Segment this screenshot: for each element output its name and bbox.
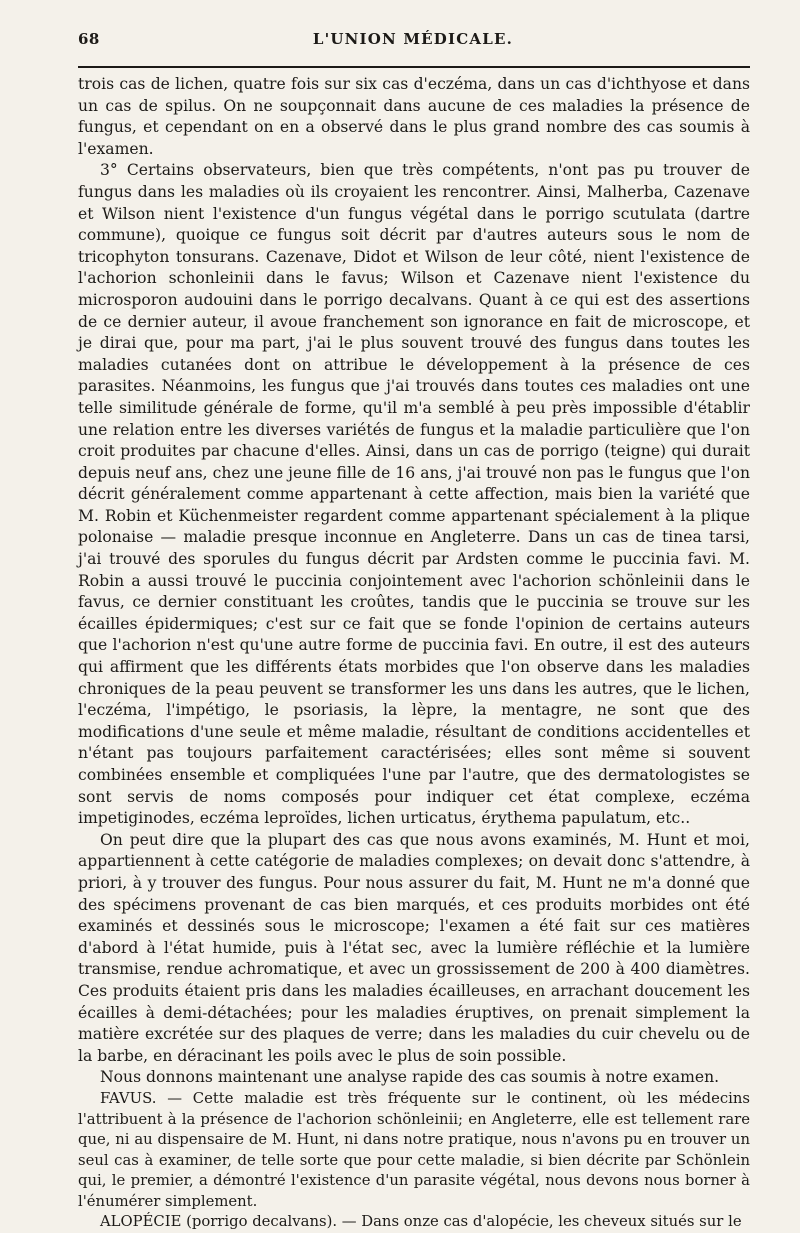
page-body bbox=[78, 74, 750, 1233]
running-header bbox=[78, 30, 750, 58]
header-rule bbox=[78, 66, 750, 68]
running-title: L'UNION MÉDICALE. bbox=[312, 30, 514, 48]
paragraph-favus: FAVUS. — Cette maladie est très fréquente sur le continent, où les médecins l'attribuent à la présence de l'achorion schönleinii; en Angleterre, elle est tellement rare que, ni au dispensaire de M. Hunt, ni dans notre pratique, nous n'avons pu en trouver un seul cas à examiner, de telle sorte que pour cette maladie, si bien décrite par Schönlein qui, le premier, a démontré l'existence d'un parasite végétal, nous devons nous borner à l'énumérer simplement. bbox=[78, 1089, 750, 1210]
paragraph-observers: 3° Certains observateurs, bien que très compétents, n'ont pas pu trouver de fungus dans les maladies où ils croyaient les rencontrer. Ainsi, Malherba, Cazenave et Wilson nient l'existence d'un fungus végétal dans le porrigo scutulata (dartre commune), quoique ce fungus soit décrit par d'autres auteurs sous le nom de tricophyton tonsurans. Cazenave, Didot et Wilson de leur côté, nient l'existence de l'achorion schonleinii dans le favus; Wilson et Cazenave nient l'existence du microsporon audouini dans le porrigo decalvans. Quant à ce qui est des assertions de ce dernier auteur, il avoue franchement son ignorance en fait de microscope, et je dirai que, pour ma part, j'ai le plus souvent trouvé des fungus dans toutes les maladies cutanées dont on attribue le développement à la présence de ces parasites. Néanmoins, les fungus que j'ai trouvés dans toutes ces maladies ont une telle similitude générale de forme, qu'il m'a semblé à peu près impossible d'établir une relation entre les diverses variétés de fungus et la maladie particulière que l'on croit produites par chacune d'elles. Ainsi, dans un cas de porrigo (teigne) qui durait depuis neuf ans, chez une jeune fille de 16 ans, j'ai trouvé non pas le fungus que l'on décrit généralement comme appartenant à cette affection, mais bien la variété que M. Robin et Küchenmeister regardent comme appartenant spécialement à la plique polonaise — maladie presque inconnue en Angleterre. Dans un cas de tinea tarsi, j'ai trouvé des sporules du fungus décrit par Ardsten comme le puccinia favi. M. Robin a aussi trouvé le puccinia conjointement avec l'achorion schönleinii dans le favus, ce dernier constituant les croûtes, tandis que le puccinia se trouve sur les écailles épidermiques; c'est sur ce fait que se fonde l'opinion de certains auteurs que l'achorion n'est qu'une autre forme de puccinia favi. En outre, il est des auteurs qui affirment que les différents états morbides que l'on observe dans les maladies chroniques de la peau peuvent se transformer les uns dans les autres, que le lichen, l'eczéma, l'impétigo, le psoriasis, la lèpre, la mentagre, ne sont que des modifications d'une seule et même maladie, résultant de conditions accidentelles et n'étant pas toujours parfaitement caractérisées; elles sont même si souvent combinées ensemble et compliquées l'une par l'autre, que des dermatologistes se sont servis de noms composés pour indiquer cet état complexe, eczéma impetiginodes, eczéma leproïdes, lichen urticatus, érythema papulatum, etc.. bbox=[78, 161, 750, 828]
paragraph-complex-cases: On peut dire que la plupart des cas que nous avons examinés, M. Hunt et moi, appartiennent à cette catégorie de maladies complexes; on devait donc s'attendre, à priori, à y trouver des fungus. Pour nous assurer du fait, M. Hunt ne m'a donné que des spécimens provenant de cas bien marqués, et ces produits morbides ont été examinés et dessinés sous le microscope; l'examen a été fait sur ces matières d'abord à l'état humide, puis à l'état sec, avec la lumière réfléchie et la lumière transmise, rendue achromatique, et avec un grossissement de 200 à 400 diamètres. Ces produits étaient pris dans les maladies écailleuses, en arrachant doucement les écailles à demi-détachées; pour les maladies éruptives, on prenait simplement la matière excrétée sur des plaques de verre; dans les maladies du cuir chevelu ou de la barbe, en déracinant les poils avec le plus de soin possible. bbox=[78, 830, 750, 1065]
paragraph-alopecie: ALOPÉCIE (porrigo decalvans). — Dans onze cas d'alopécie, les cheveux situés sur le bbox=[100, 1213, 742, 1231]
paragraph-analysis-intro: Nous donnons maintenant une analyse rapide des cas soumis à notre examen. bbox=[100, 1068, 720, 1087]
paragraph-continuation: trois cas de lichen, quatre fois sur six cas d'eczéma, dans un cas d'ichthyose et dans un cas de spilus. On ne soupçonnait dans aucune de ces maladies la présence de fungus, et cependant on en a observé dans le plus grand nombre des cas soumis à l'examen. bbox=[78, 75, 750, 158]
page-number: 68 bbox=[78, 30, 100, 48]
